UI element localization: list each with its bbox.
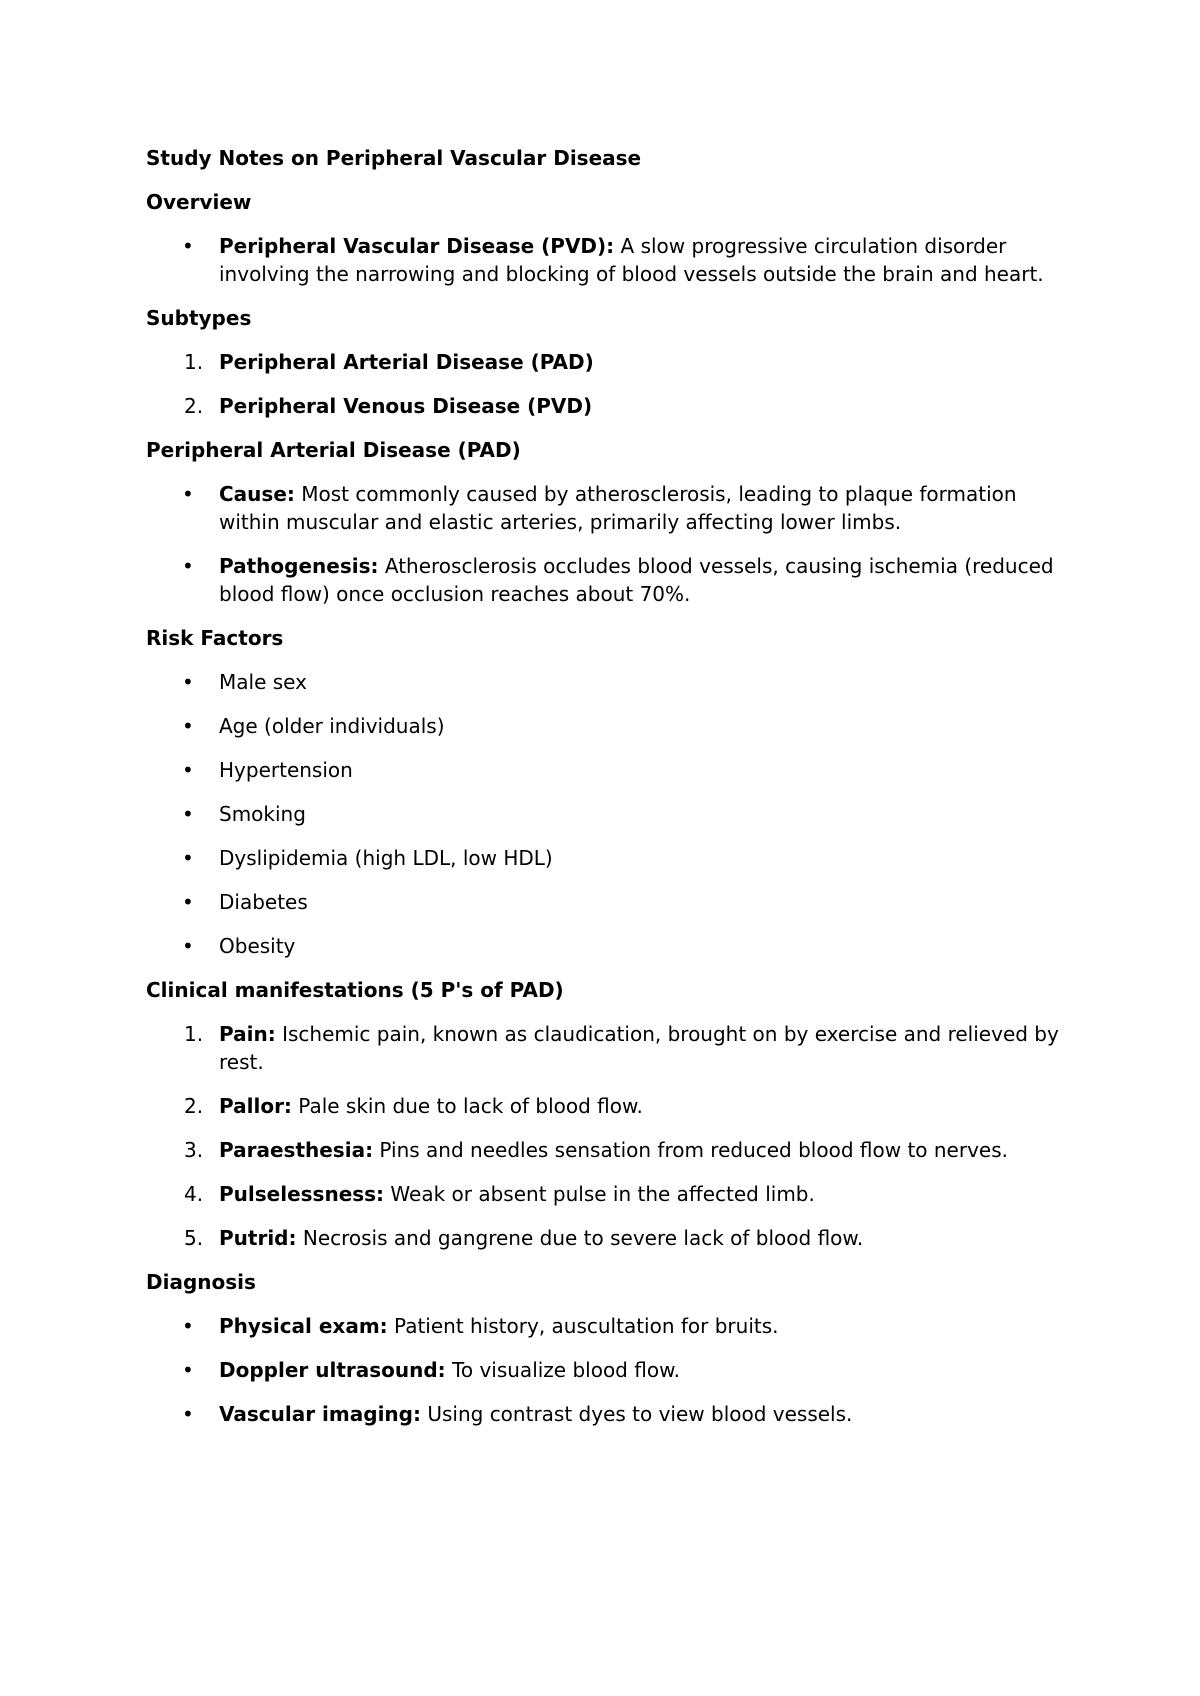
term: Doppler ultrasound: [219, 1358, 446, 1382]
term: Pain: [219, 1022, 276, 1046]
risk-factor: Smoking [219, 802, 306, 826]
risk-factor: Diabetes [219, 890, 308, 914]
definition: Most commonly caused by atherosclerosis, leading to plaque formation within muscular and elastic arteries, primarily affecting lower limbs. [219, 482, 1017, 534]
bullet-icon: • [182, 758, 194, 782]
overview-list [146, 232, 1076, 288]
term: Cause: [219, 482, 295, 506]
list-item [146, 480, 1076, 536]
list-item [146, 1224, 1076, 1252]
pad-heading: Peripheral Arterial Disease (PAD) [146, 438, 521, 462]
list-item [146, 1356, 1076, 1384]
definition: Pale skin due to lack of blood flow. [298, 1094, 643, 1118]
list-item [146, 844, 1076, 872]
term: Peripheral Venous Disease (PVD) [219, 394, 593, 418]
risk-factor: Age (older individuals) [219, 714, 445, 738]
definition: Ischemic pain, known as claudication, brought on by exercise and relieved by rest. [219, 1022, 1059, 1074]
list-item [146, 1136, 1076, 1164]
subtypes-list [146, 348, 1076, 420]
bullet-icon: • [182, 1314, 194, 1338]
subtypes-heading: Subtypes [146, 306, 252, 330]
term: Vascular imaging: [219, 1402, 421, 1426]
list-number: 2. [184, 1094, 204, 1118]
bullet-icon: • [182, 670, 194, 694]
definition: Pins and needles sensation from reduced blood flow to nerves. [379, 1138, 1008, 1162]
definition: Necrosis and gangrene due to severe lack of blood flow. [302, 1226, 864, 1250]
risk-factors-list [146, 668, 1076, 960]
term: Peripheral Vascular Disease (PVD): [219, 234, 615, 258]
list-item [146, 392, 1076, 420]
list-item [146, 1400, 1076, 1428]
document-title: Study Notes on Peripheral Vascular Disease [146, 146, 642, 170]
list-number: 5. [184, 1226, 204, 1250]
list-item [146, 756, 1076, 784]
pad-list [146, 480, 1076, 608]
bullet-icon: • [182, 802, 194, 826]
risk-factors-heading: Risk Factors [146, 626, 284, 650]
diagnosis-heading: Diagnosis [146, 1270, 256, 1294]
list-number: 4. [184, 1182, 204, 1206]
list-item [146, 232, 1076, 288]
term: Physical exam: [219, 1314, 388, 1338]
list-number: 1. [184, 350, 204, 374]
document-page [146, 144, 1076, 1444]
bullet-icon: • [182, 714, 194, 738]
list-item [146, 1312, 1076, 1340]
risk-factor: Male sex [219, 670, 307, 694]
bullet-icon: • [182, 1402, 194, 1426]
risk-factor: Obesity [219, 934, 296, 958]
list-item [146, 932, 1076, 960]
list-number: 2. [184, 394, 204, 418]
bullet-icon: • [182, 234, 194, 258]
list-item [146, 668, 1076, 696]
list-item [146, 1092, 1076, 1120]
term: Pallor: [219, 1094, 292, 1118]
risk-factor: Hypertension [219, 758, 353, 782]
definition: Weak or absent pulse in the affected limb. [390, 1182, 815, 1206]
definition: Patient history, auscultation for bruits. [394, 1314, 779, 1338]
list-item [146, 552, 1076, 608]
risk-factor: Dyslipidemia (high LDL, low HDL) [219, 846, 553, 870]
list-item [146, 1180, 1076, 1208]
bullet-icon: • [182, 1358, 194, 1382]
list-item [146, 712, 1076, 740]
list-number: 3. [184, 1138, 204, 1162]
term: Paraesthesia: [219, 1138, 374, 1162]
bullet-icon: • [182, 890, 194, 914]
list-item [146, 888, 1076, 916]
list-number: 1. [184, 1022, 204, 1046]
bullet-icon: • [182, 554, 194, 578]
definition: A slow progressive circulation disorder involving the narrowing and blocking of blood vessels outside the brain and heart. [219, 234, 1044, 286]
definition: Using contrast dyes to view blood vessels. [427, 1402, 853, 1426]
bullet-icon: • [182, 482, 194, 506]
clinical-heading: Clinical manifestations (5 P's of PAD) [146, 978, 564, 1002]
definition: Atherosclerosis occludes blood vessels, causing ischemia (reduced blood flow) once occlusion reaches about 70%. [219, 554, 1054, 606]
list-item [146, 348, 1076, 376]
term: Putrid: [219, 1226, 297, 1250]
bullet-icon: • [182, 846, 194, 870]
list-item [146, 1020, 1076, 1076]
list-item [146, 800, 1076, 828]
term: Pathogenesis: [219, 554, 379, 578]
clinical-list [146, 1020, 1076, 1252]
term: Peripheral Arterial Disease (PAD) [219, 350, 594, 374]
term: Pulselessness: [219, 1182, 385, 1206]
bullet-icon: • [182, 934, 194, 958]
definition: To visualize blood flow. [452, 1358, 680, 1382]
diagnosis-list [146, 1312, 1076, 1428]
overview-heading: Overview [146, 190, 252, 214]
